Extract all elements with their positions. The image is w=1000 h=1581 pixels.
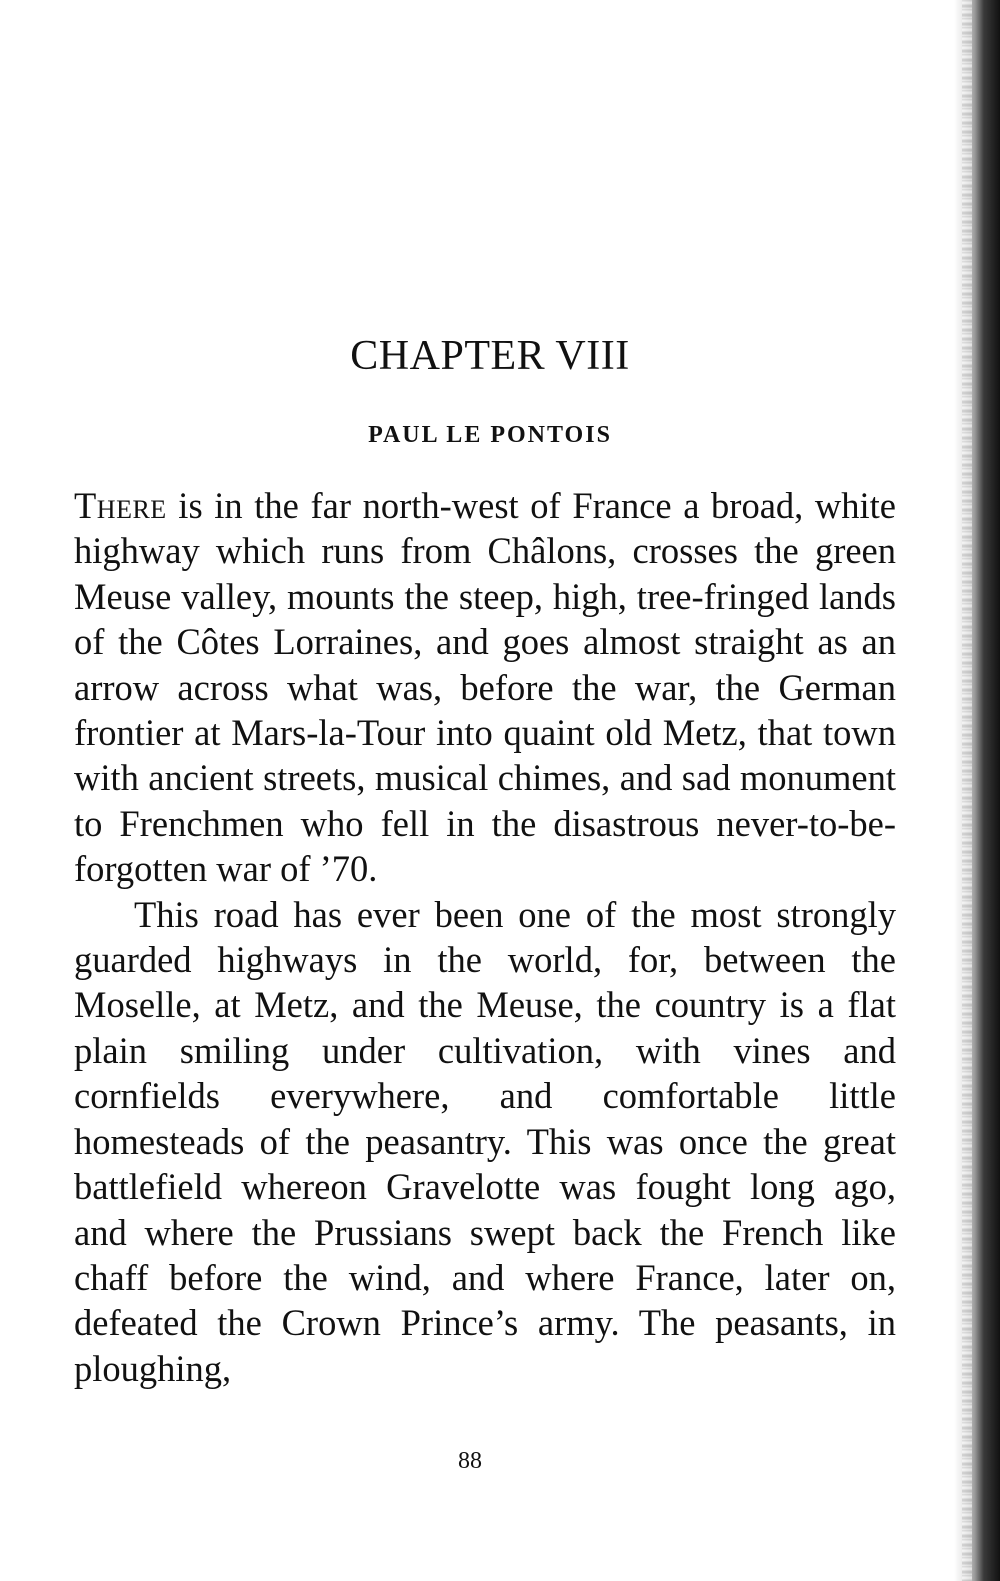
chapter-subtitle: PAUL LE PONTOIS — [368, 422, 612, 448]
page-number: 88 — [458, 1448, 482, 1474]
paragraph-lead-word: There — [74, 485, 167, 526]
paragraph-1 — [74, 483, 896, 892]
paragraph-2: This road has ever been one of the most strongly guarded highways in the world, for, between the Moselle, at Metz, and the Meuse, the country is a flat plain smiling under cultivation, with vines and cornfields everywhere, and comfortable little homesteads of the peasantry. This was once the great battlefield whereon Gravelotte was fought long ago, and where the Prussians swept back the French like chaff before the wind, and where France, later on, defeated the Crown Prince’s army. The peasants, in ploughing, — [74, 893, 896, 1389]
paragraph-1-text: is in the far north-west of France a broad, white highway which runs from Châlons, crosses the green Meuse valley, mounts the steep, high, tree-fringed lands of the Côtes Lorraines, and goes almost straight as an arrow across what was, before the war, the German frontier at Mars-la-Tour into quaint old Metz, that town with ancient streets, musical chimes, and sad monument to Frenchmen who fell in the disastrous never-to-be-forgotten war of ’70. — [74, 485, 896, 890]
chapter-title: CHAPTER VIII — [350, 333, 630, 379]
page-edge-binding — [954, 0, 1000, 1581]
page-body — [74, 332, 896, 1391]
